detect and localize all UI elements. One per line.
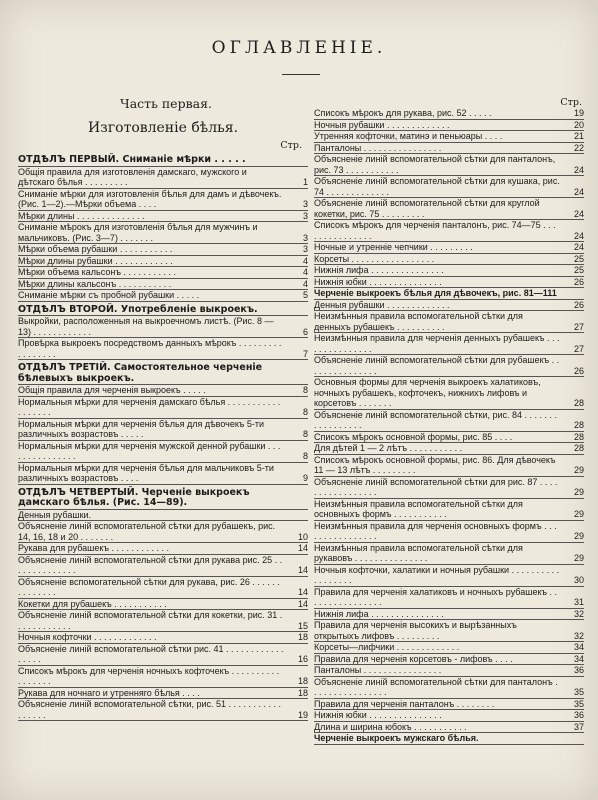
toc-entry-page: 14 <box>297 543 308 553</box>
toc-entry-page: 4 <box>302 278 308 289</box>
toc-entry-title: Правила для черченія высокихъ и вырѣзанныхъ открытыхъ лифовъ . . . . . . . . . <box>314 620 517 641</box>
toc-entry-title: Черченіе выкроекъ бѣлья для дѣвочекъ, рис. 81—111 <box>314 288 557 298</box>
toc-entry <box>18 688 308 700</box>
toc-entry-title: Нормальныя мѣрки для черченія дамскаго бѣлья . . . . . . . . . . . . . . . . . . <box>18 396 281 417</box>
toc-entry <box>18 279 308 291</box>
toc-list-left <box>18 155 308 721</box>
toc-entry-title: Объясненіе линій вспомогательной сѣтки для панталонъ, рис. 73 . . . . . . . . . . . <box>314 154 556 175</box>
toc-entry <box>18 256 308 268</box>
toc-entry <box>314 609 584 621</box>
title-rule <box>282 74 320 75</box>
toc-entry <box>314 143 584 155</box>
toc-entry-title: Списокъ мѣрокъ основной формы, рис. 86. Для дѣвочекъ 11 — 13 лѣтъ . . . . . . . . . <box>314 454 556 475</box>
toc-entry-title: Сниманіе мѣрокъ для изготовленія бѣлья для мужчинъ и мальчиковъ. (Рис. 3—7) . . . . . . . <box>18 222 258 243</box>
toc-entry-title: Нормальныя мѣрки для черченія мужской денной рубашки . . . . . . . . . . . . . . . <box>18 440 281 461</box>
toc-entry-title: Объясненіе линій вспомогательной сѣтки, рис. 51 . . . . . . . . . . . . . . . . . <box>18 699 282 720</box>
toc-entry <box>314 265 584 277</box>
toc-entry <box>314 242 584 254</box>
toc-entry-title: Объясненіе линій вспомогательной сѣтки для кокетки, рис. 31 . . . . . . . . . . . . <box>18 610 283 631</box>
toc-entry-title: Рукава для рубашекъ . . . . . . . . . . . . <box>18 543 169 553</box>
toc-entry-title: Сниманіе мѣрки съ пробной рубашки . . . . . <box>18 290 200 300</box>
toc-entry-title: Выкройки, расположенныя на выкроечномъ листѣ. (Рис. 8 — 13) . . . . . . . . . . . . <box>18 316 274 337</box>
toc-entry-title: Нижнія юбки . . . . . . . . . . . . . . . <box>314 276 442 287</box>
toc-entry-title: Объясненіе линій вспомогательной сѣтки для панталонъ . . . . . . . . . . . . . . . . <box>314 676 558 697</box>
toc-entry <box>18 610 308 632</box>
toc-entry <box>314 288 584 300</box>
toc-entry-page: 3 <box>302 244 308 254</box>
toc-entry-title: Объясненіе линій вспомогательной сѣтки рис. 41 . . . . . . . . . . . . . . . . . <box>18 643 284 664</box>
toc-entry-title: Нижнія юбки . . . . . . . . . . . . . . . <box>314 710 442 720</box>
toc-entry <box>18 632 308 644</box>
toc-entry-page: 27 <box>573 321 584 332</box>
toc-entry-title: Списокъ мѣрокъ для черченія ночныхъ кофточекъ . . . . . . . . . . . . . . . . . <box>18 665 280 686</box>
toc-entry <box>314 642 584 654</box>
toc-entry-page: 34 <box>573 653 584 664</box>
toc-entry-title: Длина и ширина юбокъ . . . . . . . . . . . <box>314 721 467 732</box>
toc-entry-page: 29 <box>573 509 584 519</box>
toc-entry <box>314 198 584 220</box>
toc-entry <box>18 577 308 599</box>
toc-entry <box>18 244 308 256</box>
toc-entry-title: Панталоны . . . . . . . . . . . . . . . . <box>314 665 442 675</box>
toc-entry-page: 5 <box>302 290 308 300</box>
toc-entry-page: 28 <box>573 431 584 442</box>
toc-entry-page: 27 <box>573 343 584 354</box>
toc-entry-page: 26 <box>573 365 584 376</box>
toc-entry <box>314 722 584 734</box>
toc-entry <box>314 220 584 242</box>
page-column-label: Стр. <box>280 140 302 151</box>
toc-entry-title: ОТДѢЛЪ ВТОРОЙ. Употребленіе выкроекъ. <box>18 303 258 315</box>
toc-entry-title: Ночныя рубашки . . . . . . . . . . . . . <box>314 119 450 130</box>
toc-entry-page: 25 <box>573 253 584 264</box>
toc-entry-page: 14 <box>297 565 308 575</box>
toc-entry-title: Списокъ мѣрокъ для рукава, рис. 52 . . . . . <box>314 108 492 118</box>
toc-entry-page: 9 <box>302 473 308 483</box>
toc-entry-title: Правила для черченія корсетовъ - лифовъ . . . . <box>314 653 513 664</box>
toc-entry-title: Нормальныя мѣрки для черченія бѣлья для мальчиковъ 5-ти различныхъ возрастовъ . . . . <box>18 462 274 483</box>
toc-section-heading <box>18 488 308 510</box>
toc-section-heading <box>18 305 308 317</box>
toc-entry-page: 16 <box>297 654 308 664</box>
toc-entry-page: 4 <box>302 267 308 277</box>
toc-entry <box>18 267 308 279</box>
toc-entry-page: 8 <box>302 429 308 439</box>
toc-entry <box>314 108 584 120</box>
toc-entry-title: Неизмѣнныя правила вспомогательной сѣтки для рукавовъ . . . . . . . . . . . . . . . <box>314 542 523 563</box>
toc-entry-page: 6 <box>302 326 308 337</box>
toc-entry <box>18 290 308 302</box>
toc-entry-title: Нижнія лифа . . . . . . . . . . . . . . . <box>314 265 444 275</box>
toc-entry <box>314 254 584 266</box>
toc-entry-page: 32 <box>573 608 584 619</box>
toc-entry <box>18 385 308 397</box>
toc-entry-page: 19 <box>297 709 308 720</box>
toc-entry <box>314 665 584 677</box>
toc-entry <box>314 277 584 289</box>
toc-entry <box>314 654 584 666</box>
toc-entry <box>18 419 308 441</box>
toc-entry-page: 28 <box>573 443 584 453</box>
toc-entry <box>314 587 584 609</box>
page-column-label: Стр. <box>560 97 582 108</box>
toc-entry-title: Списокъ мѣрокъ для черченія панталонъ, рис. 74—75 . . . . . . . . . . . . . . . <box>314 220 556 241</box>
toc-entry-title: Неизмѣнныя правила для черченія основныхъ формъ . . . . . . . . . . . . . . . . <box>314 520 557 541</box>
toc-entry-title: ОТДѢЛЪ ПЕРВЫЙ. Сниманіе мѣрки . . . . . <box>18 154 246 165</box>
toc-entry-title: Денныя рубашки. <box>18 509 92 520</box>
toc-entry-title: Объясненіе линій вспомогательной сѣтки для круглой кокетки, рис. 75 . . . . . . . . . <box>314 198 540 219</box>
toc-entry-page: 10 <box>297 531 308 542</box>
toc-entry-page: 15 <box>297 620 308 631</box>
toc-entry <box>314 410 584 432</box>
toc-entry-title: Черченіе выкроекъ мужскаго бѣлья. <box>314 733 479 743</box>
toc-entry <box>18 338 308 360</box>
toc-entry-title: Объясненіе линій вспомогательной сѣтки, рис. 84 . . . . . . . . . . . . . . . . . <box>314 409 558 430</box>
toc-entry-title: Ночныя кофточки . . . . . . . . . . . . . <box>18 632 157 642</box>
toc-entry <box>314 432 584 444</box>
toc-entry-page: 8 <box>302 451 308 461</box>
left-column <box>18 96 308 721</box>
toc-entry-page: 3 <box>302 232 308 243</box>
toc-entry-title: ОТДѢЛЪ ЧЕТВЕРТЫЙ. Черченіе выкроекъ дамскаго бѣлья. (Рис. 14—89). <box>18 486 250 508</box>
toc-list-right <box>314 108 584 745</box>
toc-entry-page: 21 <box>573 131 584 141</box>
right-column <box>314 97 584 745</box>
toc-entry <box>18 316 308 338</box>
toc-entry <box>18 463 308 485</box>
toc-entry-title: Общія правила для изготовленія дамскаго, мужского и дѣтскаго бѣлья . . . . . . . . . <box>18 166 247 187</box>
toc-entry-page: 3 <box>302 199 308 209</box>
toc-entry-title: Неизмѣнныя правила вспомогательной сѣтки для денныхъ рубашекъ . . . . . . . . . . <box>314 311 523 332</box>
toc-entry-title: Нормальныя мѣрки для черченія бѣлья для дѣвочекъ 5-ти различныхъ возрастовъ . . . . . <box>18 418 265 439</box>
toc-entry <box>314 620 584 642</box>
toc-entry-title: Объясненіе линій вспомогательной сѣтки для рубашекъ, рис. 14, 16, 18 и 20 . . . . . . . <box>18 521 276 542</box>
toc-entry <box>314 455 584 477</box>
toc-entry-page: 24 <box>573 230 584 241</box>
toc-entry-page: 1 <box>302 177 308 187</box>
page-title: ОГЛАВЛЕНІЕ. <box>211 38 387 58</box>
toc-entry-page: 14 <box>297 598 308 609</box>
toc-entry <box>314 677 584 699</box>
toc-entry-title: Мѣрки длины . . . . . . . . . . . . . . <box>18 210 145 221</box>
section-heading: Изготовленіе бѣлья. <box>87 120 239 136</box>
toc-entry-title: Неизмѣнныя правила вспомогательной сѣтки для основныхъ формъ . . . . . . . . . . . <box>314 498 523 519</box>
toc-entry-title: Денныя рубашки . . . . . . . . . . . . . <box>314 299 450 310</box>
toc-entry-page: 24 <box>573 242 584 252</box>
toc-entry-page: 36 <box>573 710 584 720</box>
toc-entry <box>314 311 584 333</box>
toc-entry <box>314 565 584 587</box>
toc-entry-page: 29 <box>573 487 584 497</box>
toc-entry-page: 34 <box>573 642 584 652</box>
toc-entry <box>18 441 308 463</box>
toc-entry-page: 37 <box>573 721 584 732</box>
toc-entry-page: 31 <box>573 597 584 607</box>
toc-entry <box>314 733 584 745</box>
toc-entry-page: 18 <box>297 632 308 642</box>
toc-entry-page: 25 <box>573 265 584 275</box>
toc-entry-page: 7 <box>302 348 308 359</box>
toc-entry <box>314 443 584 455</box>
toc-entry-title: Правила для черченія панталонъ . . . . . . . . <box>314 698 495 709</box>
toc-entry <box>18 543 308 555</box>
toc-entry-title: Общія правила для черченія выкроекъ . . . . . <box>18 385 206 395</box>
toc-entry-page: 8 <box>302 407 308 417</box>
toc-entry <box>18 189 308 211</box>
toc-entry <box>314 521 584 543</box>
toc-entry-page: 32 <box>573 630 584 641</box>
toc-entry-page: 28 <box>573 420 584 430</box>
toc-entry-page: 18 <box>297 687 308 698</box>
toc-entry <box>314 543 584 565</box>
toc-entry-title: Списокъ мѣрокъ основной формы, рис. 85 . . . . <box>314 431 513 442</box>
toc-entry <box>18 211 308 223</box>
toc-entry-page: 29 <box>573 531 584 541</box>
toc-entry-page: 28 <box>573 398 584 408</box>
toc-entry-title: Кокетки для рубашекъ . . . . . . . . . . . <box>18 598 167 609</box>
toc-entry-title: Объясненіе линій вспомогательной сѣтки для рукава рис. 25 . . . . . . . . . . . . . . <box>18 554 283 575</box>
toc-entry <box>18 666 308 688</box>
toc-entry-title: Мѣрки длины кальсонъ . . . . . . . . . . . <box>18 278 172 289</box>
toc-entry-title: Панталоны . . . . . . . . . . . . . . . . <box>314 142 442 153</box>
toc-section-heading <box>18 155 308 167</box>
toc-section-heading <box>18 363 308 385</box>
toc-entry-page: 30 <box>573 575 584 585</box>
part-heading: Часть первая. <box>120 96 212 111</box>
toc-entry-page: 36 <box>573 665 584 675</box>
toc-entry-page: 35 <box>573 687 584 697</box>
toc-entry-title: Правила для черченія халатиковъ и ночныхъ рубашекъ . . . . . . . . . . . . . . . . <box>314 586 558 607</box>
toc-entry-page: 14 <box>297 587 308 597</box>
toc-entry-page: 3 <box>302 210 308 221</box>
toc-entry <box>314 355 584 377</box>
toc-entry <box>18 644 308 666</box>
toc-entry-page: 29 <box>573 465 584 475</box>
toc-entry-title: Сниманіе мѣрки для изготовленія бѣлья для дамъ и дѣвочекъ. (Рис. 1—2).—Мѣрки объема . . . . <box>18 188 282 209</box>
toc-entry-page: 18 <box>297 676 308 686</box>
toc-entry-page: 8 <box>302 385 308 395</box>
toc-entry <box>314 499 584 521</box>
toc-entry-title: ОТДѢЛЪ ТРЕТІЙ. Самостоятельное черченіе бѣлевыхъ выкроекъ. <box>18 362 263 384</box>
toc-entry <box>18 521 308 543</box>
toc-entry <box>314 154 584 176</box>
toc-entry-page: 24 <box>573 186 584 197</box>
toc-entry-page: 26 <box>573 276 584 287</box>
toc-entry <box>314 710 584 722</box>
toc-entry-title: Мѣрки объема кальсонъ . . . . . . . . . . . <box>18 267 176 277</box>
toc-entry-title: Корсеты . . . . . . . . . . . . . . . . . <box>314 253 435 264</box>
toc-entry <box>314 699 584 711</box>
toc-entry <box>18 167 308 189</box>
toc-entry <box>314 300 584 312</box>
toc-entry-page: 20 <box>573 119 584 130</box>
toc-entry-page: 19 <box>573 108 584 118</box>
toc-entry-page: 24 <box>573 208 584 219</box>
toc-entry <box>18 555 308 577</box>
toc-entry-title: Мѣрки длины рубашки . . . . . . . . . . . . <box>18 255 173 266</box>
toc-entry-title: Объясненіе линій вспомогательной сѣтки для рис. 87 . . . . . . . . . . . . . . . . . <box>314 476 558 497</box>
toc-entry <box>314 377 584 410</box>
toc-entry-title: Объясненіе линій вспомогательной сѣтки для рубашекъ . . . . . . . . . . . . . . . <box>314 355 560 376</box>
toc-entry-title: Нижнія лифа . . . . . . . . . . . . . . . <box>314 608 444 619</box>
toc-entry-title: Мѣрки объема рубашки . . . . . . . . . . . <box>18 244 173 254</box>
toc-entry-title: Рукава для ночнаго и утренняго бѣлья . . . . <box>18 687 200 698</box>
toc-entry-title: Для дѣтей 1 — 2 лѣтъ . . . . . . . . . . . <box>314 443 463 453</box>
toc-entry-page: 26 <box>573 299 584 310</box>
toc-entry <box>18 397 308 419</box>
toc-entry-title: Корсеты—лифчики . . . . . . . . . . . . . <box>314 642 460 652</box>
toc-entry-page: 35 <box>573 698 584 709</box>
toc-entry-page: 29 <box>573 553 584 563</box>
toc-entry-title: Объясненіе линій вспомогательной сѣтки для кушака, рис. 74 . . . . . . . . . . . . . <box>314 176 560 197</box>
toc-entry <box>18 599 308 611</box>
toc-entry-title: Ночныя кофточки, халатики и ночныя рубашки . . . . . . . . . . . . . . . . . . <box>314 564 560 585</box>
toc-entry-title: Ночные и утренніе чепчики . . . . . . . . . <box>314 242 473 252</box>
toc-entry-page: 22 <box>573 142 584 153</box>
toc-entry <box>314 131 584 143</box>
toc-entry-title: Основныя формы для черченія выкроекъ халатиковъ, ночныхъ рубашекъ, кофточекъ, нижнихъ лифовъ и корсетовъ . . . . . . . <box>314 377 541 408</box>
toc-entry-title: Утренняя кофточки, матинэ и пеньюары . . . . <box>314 131 503 141</box>
toc-entry-title: Объясненіе вспомогательной сѣтки для рукава, рис. 26 . . . . . . . . . . . . . . <box>18 576 280 597</box>
toc-entry <box>18 699 308 721</box>
toc-entry-page: 24 <box>573 164 584 175</box>
toc-entry-page: 4 <box>302 255 308 266</box>
toc-entry <box>314 333 584 355</box>
toc-entry <box>18 222 308 244</box>
toc-entry-title: Неизмѣнныя правила для черченія денныхъ рубашекъ . . . . . . . . . . . . . . . <box>314 333 560 354</box>
toc-entry <box>314 120 584 132</box>
toc-entry <box>18 510 308 522</box>
toc-entry <box>314 477 584 499</box>
toc-entry <box>314 176 584 198</box>
toc-entry-title: Провѣрка выкроекъ посредствомъ данныхъ мѣрокъ . . . . . . . . . . . . . . . . . <box>18 338 282 359</box>
